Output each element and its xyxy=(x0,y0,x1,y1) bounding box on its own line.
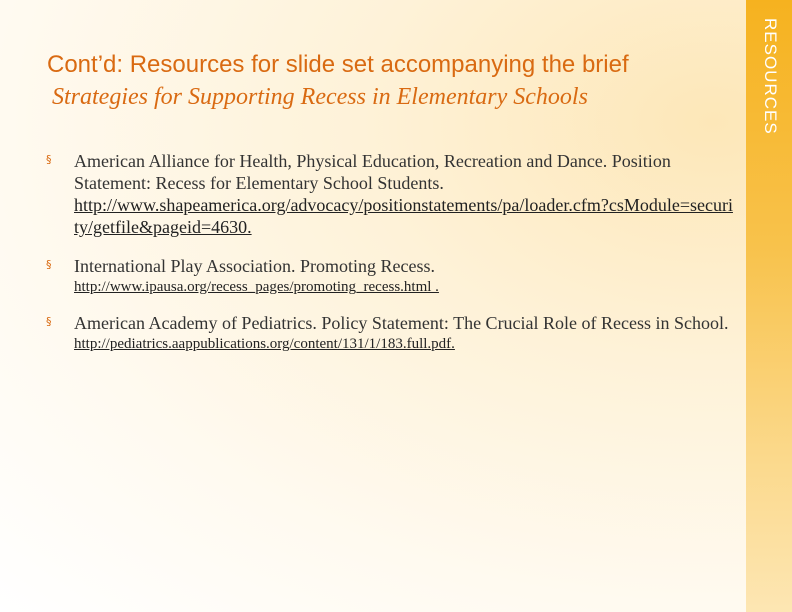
bullet-icon: § xyxy=(46,153,52,166)
resource-text: American Academy of Pediatrics. Policy Statement: The Crucial Role of Recess in School. xyxy=(74,313,729,333)
bullet-icon: § xyxy=(46,315,52,328)
resource-link[interactable]: http://pediatrics.aappublications.org/content/131/1/183.full.pdf. xyxy=(74,336,455,352)
list-item xyxy=(46,255,736,297)
resource-text: American Alliance for Health, Physical Education, Recreation and Dance. Position Statement: Recess for Elementary School Students. xyxy=(74,151,671,193)
sidebar-label: RESOURCES xyxy=(761,18,780,135)
resource-link[interactable]: http://www.shapeamerica.org/advocacy/positionstatements/pa/loader.cfm?csModule=security/getfile&pageid=4630. xyxy=(74,195,733,237)
slide-title: Cont’d: Resources for slide set accompanying the brief xyxy=(47,51,629,78)
sidebar-banner xyxy=(746,0,792,612)
slide-subtitle: Strategies for Supporting Recess in Elementary Schools xyxy=(52,84,588,110)
resource-text: International Play Association. Promoting Recess. xyxy=(74,256,435,276)
list-item xyxy=(46,312,736,354)
resource-link[interactable]: http://www.ipausa.org/recess_pages/promoting_recess.html . xyxy=(74,279,439,295)
list-item xyxy=(46,150,736,238)
bullet-icon: § xyxy=(46,258,52,271)
resource-list xyxy=(46,150,736,354)
